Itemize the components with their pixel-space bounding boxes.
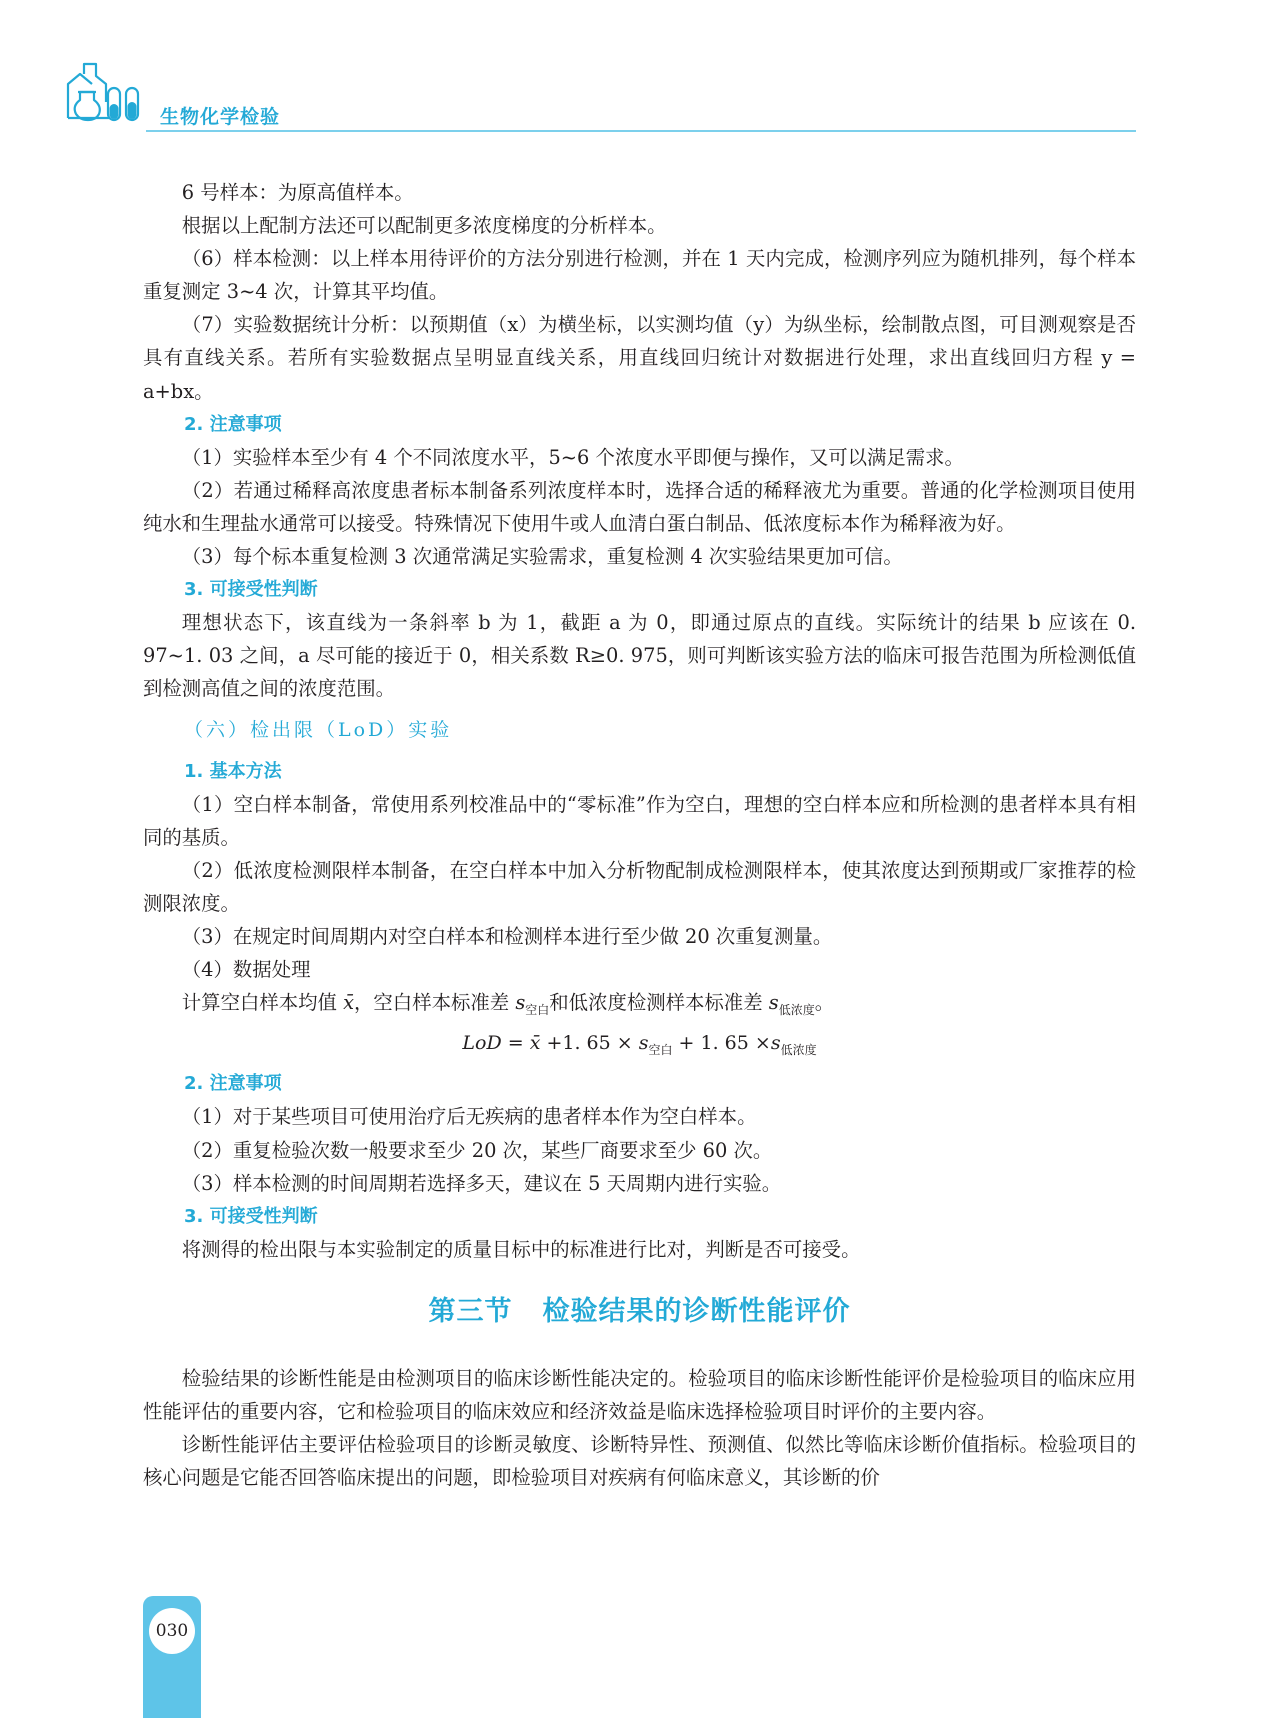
- subheading-notes: 2. 注意事项: [184, 413, 282, 435]
- paragraph: 将测得的检出限与本实验制定的质量目标中的标准进行比对，判断是否可接受。: [181, 1237, 861, 1261]
- formula-subscript: 空白: [648, 1043, 673, 1058]
- subheading-acceptability: 3. 可接受性判断: [184, 1205, 318, 1227]
- lod-formula: [143, 1027, 1136, 1067]
- text: 计算空白样本均值: [181, 991, 344, 1015]
- paragraph: （1）对于某些项目可使用治疗后无疾病的患者样本作为空白样本。: [181, 1105, 757, 1129]
- paragraph: 6 号样本：为原高值样本。: [181, 181, 414, 204]
- lab-flask-test-tube-icon: [66, 62, 146, 134]
- formula-s: s: [638, 1032, 649, 1055]
- formula-term: + 1. 65 ×: [672, 1032, 771, 1055]
- text: ，空白样本标准差: [354, 991, 516, 1015]
- math-subscript: 低浓度: [778, 1003, 815, 1018]
- page-body: [143, 176, 1136, 1494]
- paragraph: （4）数据处理: [181, 958, 311, 982]
- math-subscript: 空白: [525, 1003, 550, 1018]
- heading-lod-experiment: （六）检出限（LoD）实验: [184, 718, 453, 741]
- header-divider: [146, 130, 1136, 132]
- formula-xbar: x̄: [529, 1032, 541, 1055]
- paragraph: （1）实验样本至少有 4 个不同浓度水平，5~6 个浓度水平即便与操作，又可以满足需求。: [181, 445, 964, 469]
- formula-term: +1. 65 ×: [540, 1032, 639, 1055]
- math-s: s: [768, 991, 779, 1015]
- section-title: [143, 1292, 1136, 1332]
- paragraph: （2）低浓度检测限样本制备，在空白样本中加入分析物配制成检测限样本，使其浓度达到预期或厂家推荐的检测限浓度。: [143, 858, 1136, 915]
- text: 和低浓度检测样本标准差: [549, 991, 769, 1015]
- paragraph: （2）重复检验次数一般要求至少 20 次，某些厂商要求至少 60 次。: [181, 1138, 773, 1162]
- paragraph-calculation: [143, 986, 1136, 1027]
- page-number: 030: [149, 1608, 195, 1654]
- formula-lhs: LoD: [462, 1032, 502, 1055]
- paragraph: （3）每个标本重复检测 3 次通常满足实验需求，重复检测 4 次实验结果更加可信。: [181, 545, 903, 569]
- paragraph: （3）在规定时间周期内对空白样本和检测样本进行至少做 20 次重复测量。: [181, 925, 833, 949]
- paragraph: （7）实验数据统计分析：以预期值（x）为横坐标，以实测均值（y）为纵坐标，绘制散点图，可目测观察是否具有直线关系。若所有实验数据点呈明显直线关系，用直线回归统计对数据进行处理，求出直线回归方程 y = a+bx。: [143, 313, 1136, 403]
- section-name: 检验结果的诊断性能评价: [542, 1295, 851, 1327]
- paragraph: （3）样本检测的时间周期若选择多天，建议在 5 天周期内进行实验。: [181, 1171, 782, 1195]
- paragraph: 检验结果的诊断性能是由检测项目的临床诊断性能决定的。检验项目的临床诊断性能评价是检验项目的临床应用性能评估的重要内容，它和检验项目的临床效应和经济效益是临床选择检验项目时评价的主要内容。: [143, 1366, 1136, 1423]
- paragraph: 诊断性能评估主要评估检验项目的诊断灵敏度、诊断特异性、预测值、似然比等临床诊断价值指标。检验项目的核心问题是它能否回答临床提出的问题，即检验项目对疾病有何临床意义，其诊断的价: [143, 1433, 1136, 1490]
- subheading-basic-method: 1. 基本方法: [184, 760, 282, 782]
- math-s: s: [515, 991, 526, 1015]
- paragraph: （2）若通过稀释高浓度患者标本制备系列浓度样本时，选择合适的稀释液尤为重要。普通的化学检测项目使用纯水和生理盐水通常可以接受。特殊情况下使用牛或人血清白蛋白制品、低浓度标本作为稀释液为好。: [143, 478, 1136, 535]
- page-header: [66, 62, 1136, 134]
- formula-subscript: 低浓度: [780, 1043, 817, 1058]
- subheading-notes: 2. 注意事项: [184, 1073, 282, 1095]
- formula-eq: =: [501, 1032, 530, 1055]
- text: 。: [814, 991, 835, 1015]
- running-title: 生物化学检验: [160, 106, 281, 128]
- formula-s: s: [770, 1032, 781, 1055]
- page-number-tab: [143, 1596, 201, 1718]
- section-number: 第三节: [428, 1295, 513, 1327]
- paragraph: 理想状态下，该直线为一条斜率 b 为 1，截距 a 为 0，即通过原点的直线。实际统计的结果 b 应该在 0. 97~1. 03 之间，a 尽可能的接近于 0，相关系数 R≥0. 975，则可判断该实验方法的临床可报告范围为所检测低值到检测高值之间的浓度范围。: [143, 611, 1136, 701]
- math-xbar: x̄: [343, 991, 355, 1015]
- paragraph: （6）样本检测：以上样本用待评价的方法分别进行检测，并在 1 天内完成，检测序列应为随机排列，每个样本重复测定 3~4 次，计算其平均值。: [143, 247, 1136, 304]
- subheading-acceptability: 3. 可接受性判断: [184, 579, 318, 601]
- paragraph: （1）空白样本制备，常使用系列校准品中的“零标准”作为空白，理想的空白样本应和所检测的患者样本具有相同的基质。: [143, 792, 1136, 849]
- paragraph: 根据以上配制方法还可以配制更多浓度梯度的分析样本。: [181, 214, 667, 238]
